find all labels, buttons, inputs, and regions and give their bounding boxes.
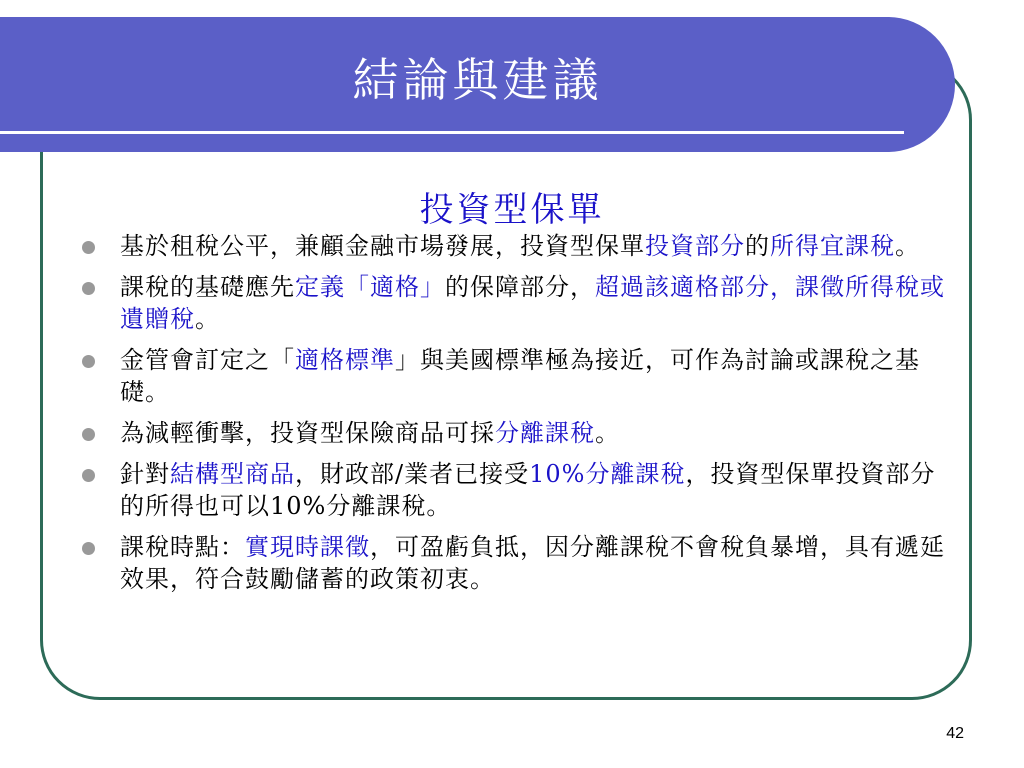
bullet-text: 課稅的基礎應先: [120, 273, 295, 301]
bullet-highlight-text: 適格標準: [295, 346, 395, 374]
bullet-highlight-text: 定義「適格」: [295, 273, 445, 301]
bullet-text: 。: [595, 419, 620, 447]
bullet-highlight-text: 分離課稅: [495, 419, 595, 447]
bullet-dot-icon: [82, 469, 95, 482]
bullet-text: 基於租稅公平，兼顧金融市場發展，投資型保單: [120, 232, 645, 260]
bullet-dot-icon: [82, 282, 95, 295]
bullet-text: 的: [745, 232, 770, 260]
bullet-item: [82, 531, 950, 595]
bullet-text: 的保障部分，: [445, 273, 595, 301]
slide-title: 結論與建議: [352, 53, 603, 107]
slide-subtitle: 投資型保單: [419, 190, 605, 230]
bullet-text: 。: [895, 232, 920, 260]
bullet-list: [82, 230, 950, 604]
bullet-highlight-text: 超過該適格部分，課徵所得稅或遺贈稅: [120, 273, 945, 333]
bullet-text: ，可盈虧負抵，因分離課稅不會稅負暴增，具有遞延效果，符合鼓勵儲蓄的政策初衷。: [120, 533, 945, 593]
title-divider: [0, 131, 904, 134]
bullet-item: [82, 230, 950, 262]
bullet-dot-icon: [82, 241, 95, 254]
bullet-highlight-text: 投資部分: [645, 232, 745, 260]
bullet-highlight-text: 實現時課徵: [245, 533, 370, 561]
bullet-highlight-text: 10%分離課稅: [529, 460, 686, 488]
bullet-text: 為減輕衝擊，投資型保險商品可採: [120, 419, 495, 447]
bullet-item: [82, 344, 950, 408]
page-number: 42: [946, 725, 964, 742]
bullet-text: ，財政部/業者已接受: [295, 460, 530, 488]
bullet-text: 課稅時點：: [120, 533, 245, 561]
bullet-item: [82, 417, 950, 449]
bullet-text: 。: [195, 305, 220, 333]
bullet-highlight-text: 所得宜課稅: [770, 232, 895, 260]
bullet-text: 」與美國標準極為接近，可作為討論或課稅之基礎。: [120, 346, 920, 406]
bullet-dot-icon: [82, 428, 95, 441]
bullet-dot-icon: [82, 542, 95, 555]
bullet-highlight-text: 結構型商品: [170, 460, 295, 488]
bullet-text: 針對: [120, 460, 170, 488]
bullet-text: ，投資型保單投資部分的所得也可以10%分離課稅。: [120, 460, 936, 520]
bullet-item: [82, 458, 950, 522]
bullet-dot-icon: [82, 355, 95, 368]
bullet-item: [82, 271, 950, 335]
bullet-text: 金管會訂定之「: [120, 346, 295, 374]
